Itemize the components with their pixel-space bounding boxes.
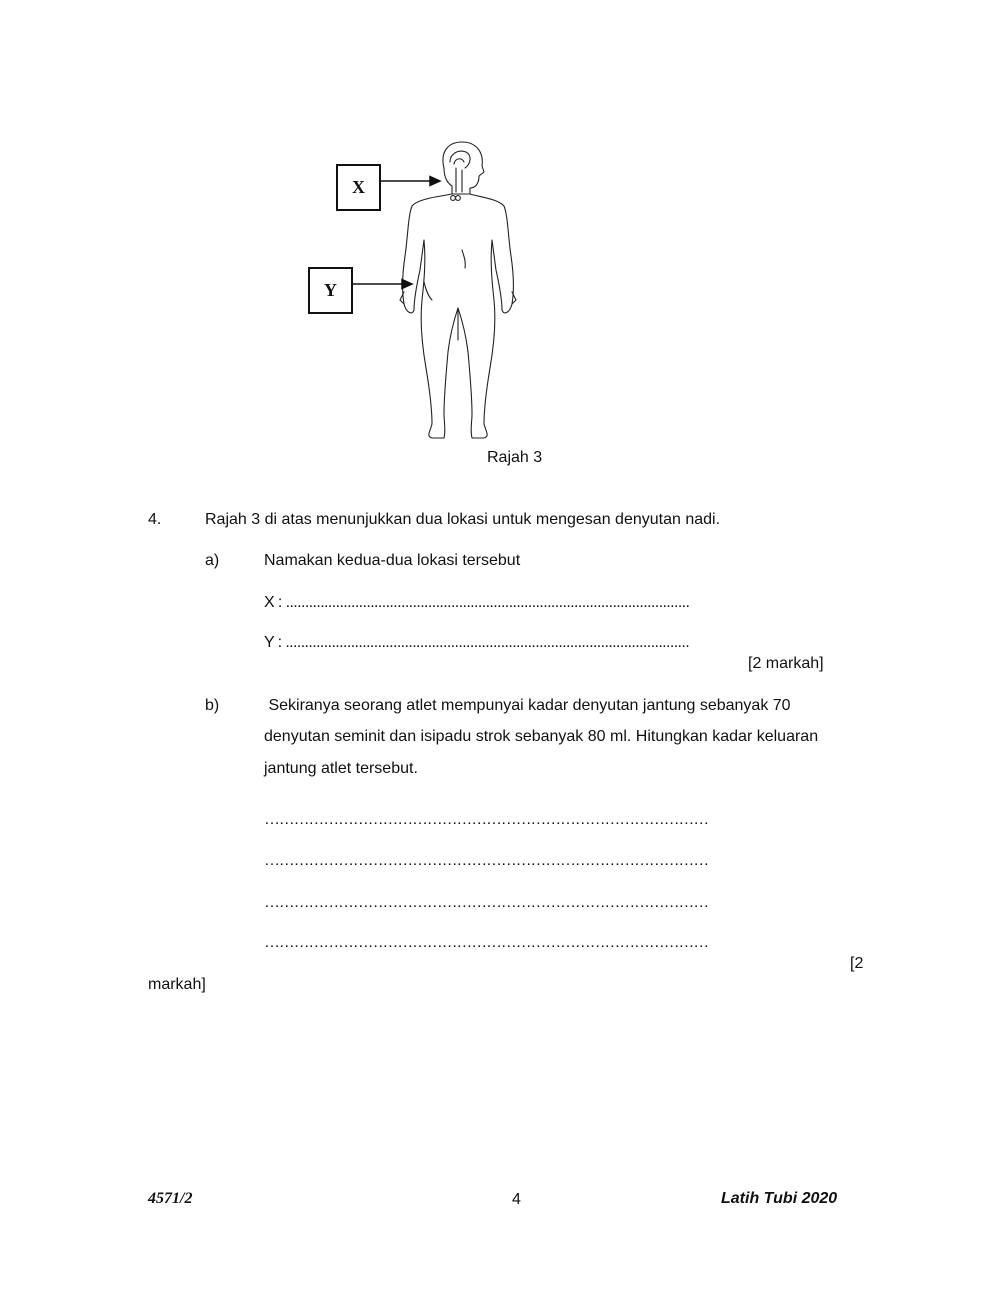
footer-paper-code: 4571/2	[148, 1190, 193, 1207]
answer-line-b-1[interactable]: ………………………………………………………………………………	[264, 811, 709, 828]
part-b-marks-end: markah]	[148, 976, 206, 993]
footer-title: Latih Tubi 2020	[721, 1190, 838, 1207]
part-a-letter: a)	[205, 552, 220, 569]
label-box-x	[336, 164, 381, 211]
answer-line-y[interactable]: Y : .........................................................................................................	[264, 634, 690, 651]
body-diagram	[0, 0, 1000, 480]
question-stem: Rajah 3 di atas menunjukkan dua lokasi untuk mengesan denyutan nadi.	[205, 511, 721, 528]
part-a-marks: [2 markah]	[748, 655, 824, 672]
answer-line-b-3[interactable]: ………………………………………………………………………………	[264, 894, 709, 911]
answer-line-b-4[interactable]: ………………………………………………………………………………	[264, 934, 709, 951]
answer-line-x[interactable]: X : .........................................................................................................	[264, 594, 690, 611]
part-b-marks-start: [2	[850, 955, 864, 972]
part-b-line-3: jantung atlet tersebut.	[264, 760, 418, 777]
body-outline-head	[443, 142, 484, 194]
part-b-line-2: denyutan seminit dan isipadu strok sebanyak 80 ml. Hitungkan kadar keluaran	[264, 728, 819, 745]
part-b-line-1: Sekiranya seorang atlet mempunyai kadar denyutan jantung sebanyak 70	[264, 697, 791, 714]
part-b-letter: b)	[205, 697, 220, 714]
part-a-text: Namakan kedua-dua lokasi tersebut	[264, 552, 521, 569]
label-box-y	[308, 267, 353, 314]
question-number: 4.	[148, 511, 162, 528]
answer-line-b-2[interactable]: ………………………………………………………………………………	[264, 852, 709, 869]
figure-caption: Rajah 3	[487, 449, 543, 466]
label-y-text: Y	[324, 280, 337, 300]
footer-page-number: 4	[512, 1191, 521, 1208]
label-x-text: X	[352, 177, 365, 197]
